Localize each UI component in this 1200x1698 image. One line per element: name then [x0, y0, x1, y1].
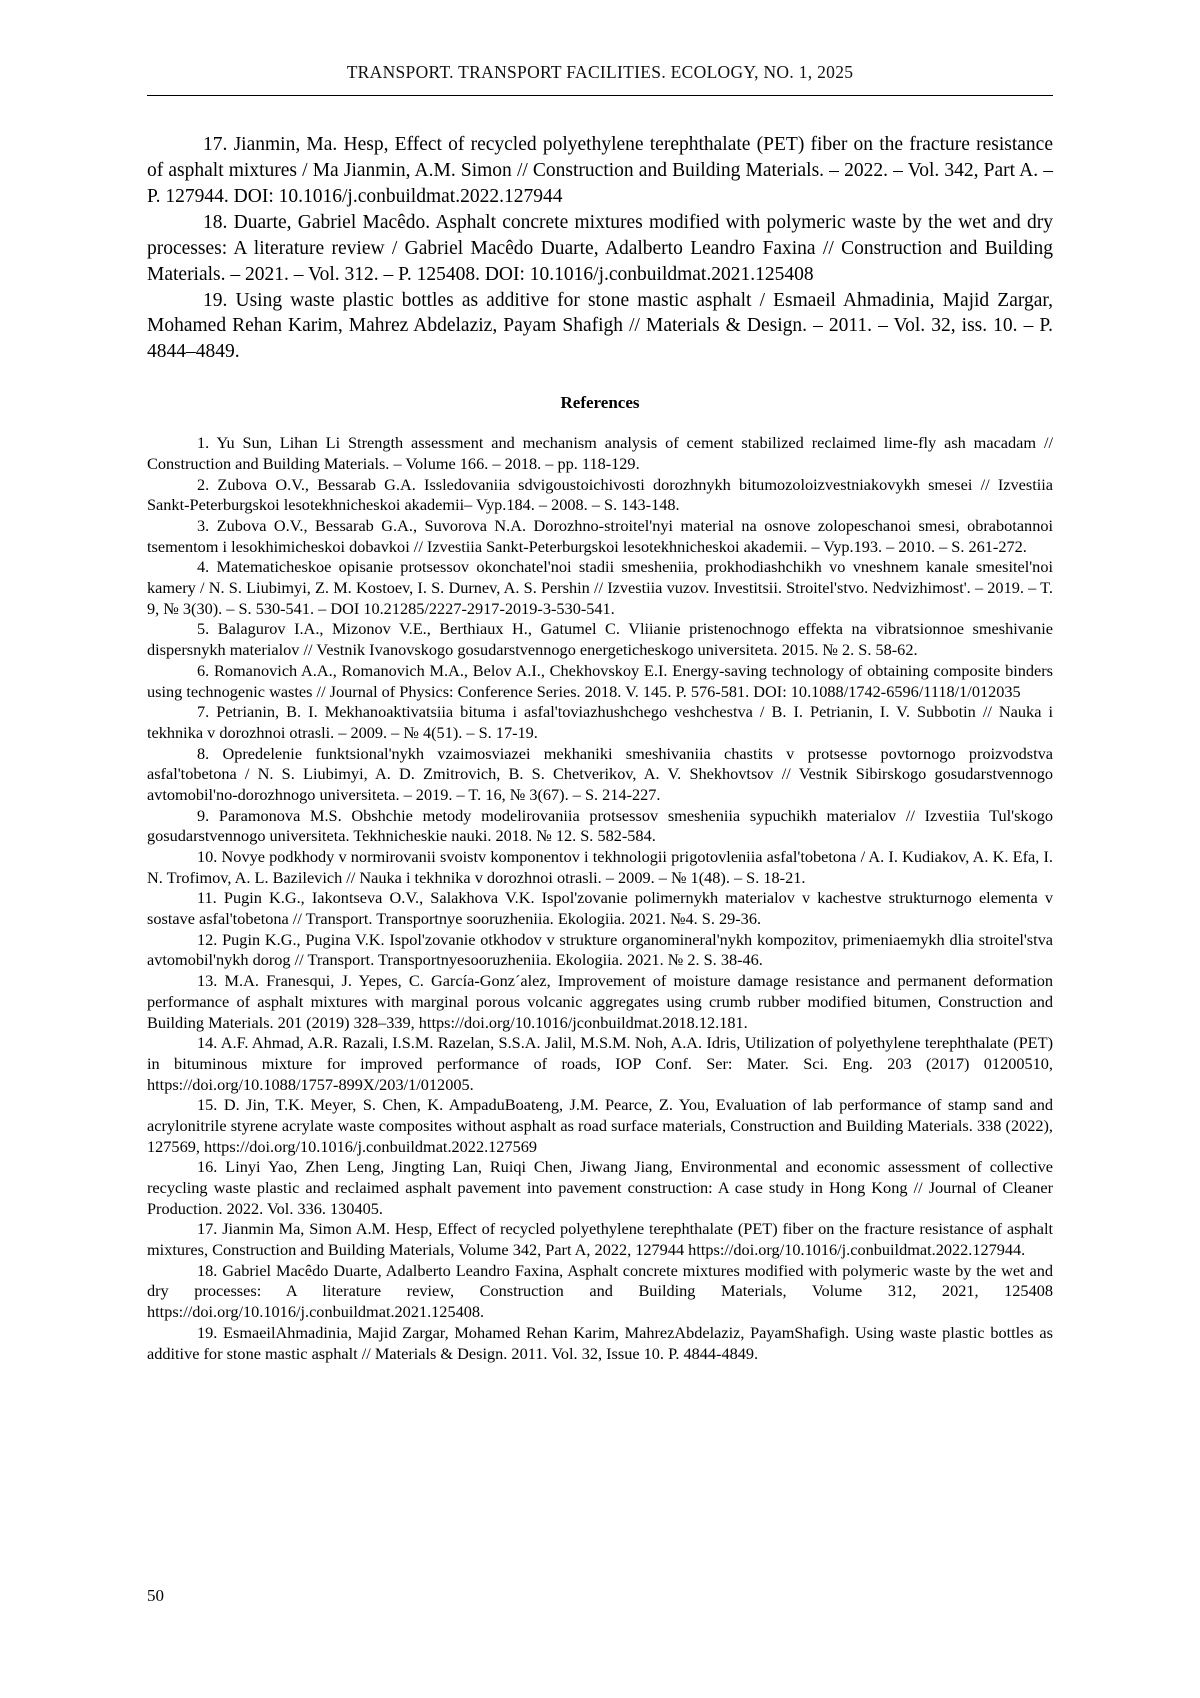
reference-entry-8: 8. Opredelenie funktsional'nykh vzaimosviazei mekhaniki smeshivaniia chastits v protsesse povtornogo proizvodstva asfal'tobetona / N. S. Liubimyi, A. D. Zmitrovich, B. S. Chetverikov, A. V. Shekhovtsov // Vestnik Sibirskogo gosudarstvennogo avtomobil'no-dorozhnogo universiteta. – 2019. – T. 16, № 3(67). – S. 214-227. — [147, 743, 1053, 804]
intro-reference-17: 17. Jianmin, Ma. Hesp, Effect of recycled polyethylene terephthalate (PET) fiber on the fracture resistance of asphalt mixtures / Ma Jianmin, A.M. Simon // Construction and Building Materials. – 2022. – Vol. 342, Part A. – P. 127944. DOI: 10.1016/j.conbuildmat.2022.127944 — [147, 134, 1053, 207]
page-content — [147, 96, 1053, 1364]
page-number: 50 — [147, 1586, 164, 1605]
references-heading: References — [560, 393, 640, 413]
reference-entry-15: 15. D. Jin, T.K. Meyer, S. Chen, K. AmpaduBoateng, J.M. Pearce, Z. You, Evaluation of lab performance of stamp sand and acrylonitrile styrene acrylate waste composites without asphalt as road surface materials, Construction and Building Materials. 338 (2022), 127569, https://doi.org/10.1016/j.conbuildmat.2022.127569 — [147, 1095, 1053, 1156]
reference-entry-9: 9. Paramonova M.S. Obshchie metody modelirovaniia protsessov smesheniia sypuchikh materialov // Izvestiia Tul'skogo gosudarstvennogo universiteta. Tekhnicheskie nauki. 2018. № 12. S. 582-584. — [147, 805, 1053, 846]
reference-entry-10: 10. Novye podkhody v normirovanii svoistv komponentov i tekhnologii prigotovleniia asfal'tobetona / A. I. Kudiakov, A. K. Efa, I. N. Trofimov, A. L. Bazilevich // Nauka i tekhnika v dorozhnoi otrasli. – 2009. – № 1(48). – S. 18-21. — [147, 847, 1053, 887]
reference-entry-16: 16. Linyi Yao, Zhen Leng, Jingting Lan, Ruiqi Chen, Jiwang Jiang, Environmental and economic assessment of collective recycling waste plastic and reclaimed asphalt pavement into pavement construction: A case study in Hong Kong // Journal of Cleaner Production. 2022. Vol. 336. 130405. — [147, 1157, 1053, 1218]
intro-reference-18: 18. Duarte, Gabriel Macêdo. Asphalt concrete mixtures modified with polymeric waste by the wet and dry processes: A literature review / Gabriel Macêdo Duarte, Adalberto Leandro Faxina // Construction and Building Materials. – 2021. – Vol. 312. – P. 125408. DOI: 10.1016/j.conbuildmat.2021.125408 — [147, 211, 1053, 285]
reference-entry-14: 14. A.F. Ahmad, A.R. Razali, I.S.M. Razelan, S.S.A. Jalil, M.S.M. Noh, A.A. Idris, Utilization of polyethylene terephthalate (PET) in bituminous mixture for improved performance of roads, IOP Conf. Ser: Mater. Sci. Eng. 203 (2017) 01200510, https://doi.org/10.1088/1757-899X/203/1/012005. — [147, 1033, 1053, 1094]
reference-entry-17: 17. Jianmin Ma, Simon A.M. Hesp, Effect of recycled polyethylene terephthalate (PET) fiber on the fracture resistance of asphalt mixtures, Construction and Building Materials, Volume 342, Part A, 2022, 127944 https://doi.org/10.1016/j.conbuildmat.2022.127944. — [147, 1219, 1053, 1260]
intro-reference-19: 19. Using waste plastic bottles as additive for stone mastic asphalt / Esmaeil Ahmadinia, Majid Zargar, Mohamed Rehan Karim, Mahrez Abdelaziz, Payam Shafigh // Materials & Design. – 2011. – Vol. 32, iss. 10. – P. 4844–4849. — [147, 289, 1053, 363]
reference-entry-13: 13. M.A. Franesqui, J. Yepes, C. García-Gonz´alez, Improvement of moisture damage resistance and permanent deformation performance of asphalt mixtures with marginal porous volcanic aggregates using crumb rubber modified bitumen, Construction and Building Materials. 201 (2019) 328–339, https://doi.org/10.1016/jconbuildmat.2018.12.181. — [147, 971, 1053, 1032]
reference-entry-11: 11. Pugin K.G., Iakontseva O.V., Salakhova V.K. Ispol'zovanie polimernykh materialov v kachestve strukturnogo elementa v sostave asfal'tobetona // Transport. Transportnye sooruzheniia. Ekologiia. 2021. №4. S. 29-36. — [147, 888, 1053, 929]
reference-entry-19: 19. EsmaeilAhmadinia, Majid Zargar, Mohamed Rehan Karim, MahrezAbdelaziz, PayamShafigh. Using waste plastic bottles as additive for stone mastic asphalt // Materials & Design. 2011. Vol. 32, Issue 10. P. 4844-4849. — [147, 1322, 1053, 1363]
reference-entry-7: 7. Petrianin, B. I. Mekhanoaktivatsiia bituma i asfal'toviazhushchego veshchestva / B. I. Petrianin, I. V. Subbotin // Nauka i tekhnika v dorozhnoi otrasli. – 2009. – № 4(51). – S. 17-19. — [147, 702, 1053, 742]
reference-entry-3: 3. Zubova O.V., Bessarab G.A., Suvorova N.A. Dorozhno-stroitel'nyi material na osnove zolopeschanoi smesi, obrabotannoi tsementom i lesokhimicheskoi dobavkoi // Izvestiia Sankt-Peterburgskoi lesotekhnicheskoi akademii. – Vyp.193. – 2010. – S. 261-272. — [147, 516, 1053, 556]
reference-entry-18: 18. Gabriel Macêdo Duarte, Adalberto Leandro Faxina, Asphalt concrete mixtures modified with polymeric waste by the wet and dry processes: A literature review, Construction and Building Materials, Volume 312, 2021, 125408 https://doi.org/10.1016/j.conbuildmat.2021.125408. — [147, 1260, 1053, 1322]
reference-entry-6: 6. Romanovich A.A., Romanovich M.A., Belov A.I., Chekhovskoy E.I. Energy-saving technology of obtaining composite binders using technogenic wastes // Journal of Physics: Conference Series. 2018. V. 145. P. 576-581. DOI: 10.1088/1742-6596/1118/1/012035 — [147, 660, 1053, 701]
reference-entry-12: 12. Pugin K.G., Pugina V.K. Ispol'zovanie otkhodov v strukture organomineral'nykh kompozitov, primeniaemykh dlia stroitel'stva avtomobil'nykh dorog // Transport. Transportnyesooruzheniia. Ekologiia. 2021. № 2. S. 38-46. — [147, 929, 1053, 970]
reference-entry-1: 1. Yu Sun, Lihan Li Strength assessment and mechanism analysis of cement stabilized reclaimed lime-fly ash macadam // Construction and Building Materials. – Volume 166. – 2018. – pp. 118-129. — [147, 433, 1053, 473]
reference-entry-2: 2. Zubova O.V., Bessarab G.A. Issledovaniia sdvigoustoichivosti dorozhnykh bitumozoloizvestniakovykh smesei // Izvestiia Sankt-Peterburgskoi lesotekhnicheskoi akademii– Vyp.184. – 2008. – S. 143-148. — [147, 474, 1053, 515]
reference-entry-4: 4. Matematicheskoe opisanie protsessov okonchatel'noi stadii smesheniia, prokhodiashchikh vo vneshnem kanale smesitel'noi kamery / N. S. Liubimyi, Z. M. Kostoev, I. S. Durnev, A. S. Pershin // Izvestiia vuzov. Investitsii. Stroitel'stvo. Nedvizhimost'. – 2019. – T. 9, № 3(30). – S. 530-541. – DOI 10.21285/2227-2917-2019-3-530-541. — [147, 557, 1053, 618]
reference-entry-5: 5. Balagurov I.A., Mizonov V.E., Berthiaux H., Gatumel C. Vliianie pristenochnogo effekta na vibratsionnoe smeshivanie dispersnykh materialov // Vestnik Ivanovskogo gosudarstvennogo energeticheskogo universiteta. 2015. № 2. S. 58-62. — [147, 619, 1053, 660]
page-header — [0, 0, 1200, 96]
journal-header-title: TRANSPORT. TRANSPORT FACILITIES. ECOLOGY, NO. 1, 2025 — [346, 62, 854, 82]
